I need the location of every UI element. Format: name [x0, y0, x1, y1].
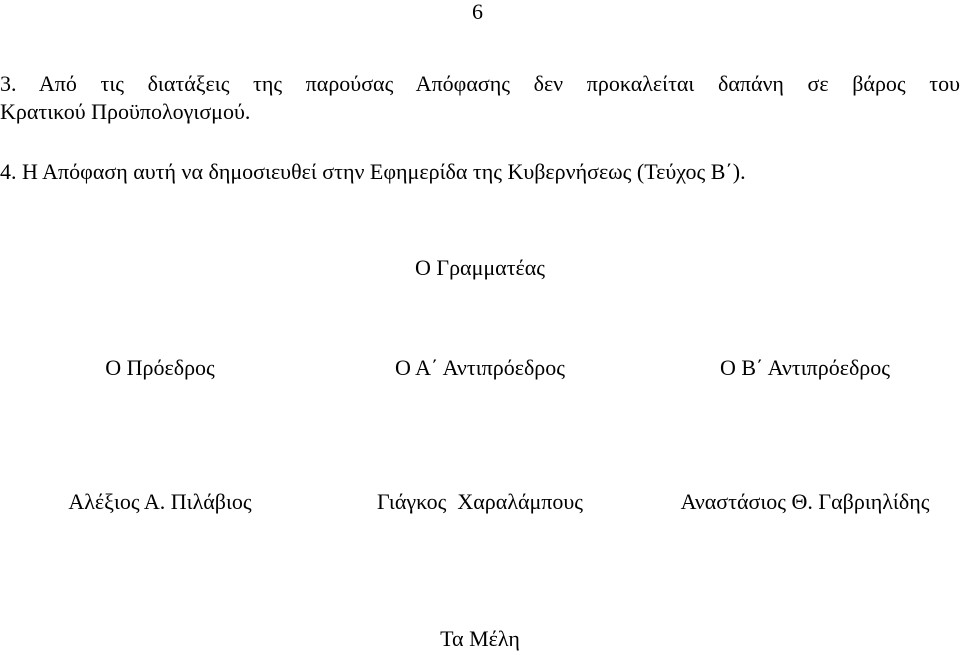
signatory-names-row [0, 488, 960, 518]
name-second-vice-president: Αναστάσιος Θ. Γαβριηλίδης [680, 489, 930, 514]
members-title: Τα Μέλη [440, 626, 520, 651]
role-second-vice-president: Ο Β΄ Αντιπρόεδρος [719, 355, 891, 380]
name-president: Αλέξιος Α. Πιλάβιος [68, 489, 252, 514]
page-number: 6 [472, 0, 483, 24]
clause-3 [0, 70, 960, 126]
clause-4: 4. Η Απόφαση αυτή να δημοσιευθεί στην Εφημερίδα της Κυβερνήσεως (Τεύχος Β΄). [0, 159, 746, 184]
clause-3-line-2: Κρατικού Προϋπολογισμού. [0, 99, 251, 124]
clause-3-line-1: 3. Από τις διατάξεις της παρούσας Απόφασης δεν προκαλείται δαπάνη σε βάρος του [0, 71, 960, 96]
name-first-vice-president: Γιάγκος Χαραλάμπους [376, 489, 584, 514]
role-first-vice-president: Ο Α΄ Αντιπρόεδρος [394, 355, 566, 380]
role-president: Ο Πρόεδρος [105, 355, 215, 380]
secretary-title: Ο Γραμματέας [414, 255, 546, 280]
signatory-roles-row [0, 354, 960, 384]
